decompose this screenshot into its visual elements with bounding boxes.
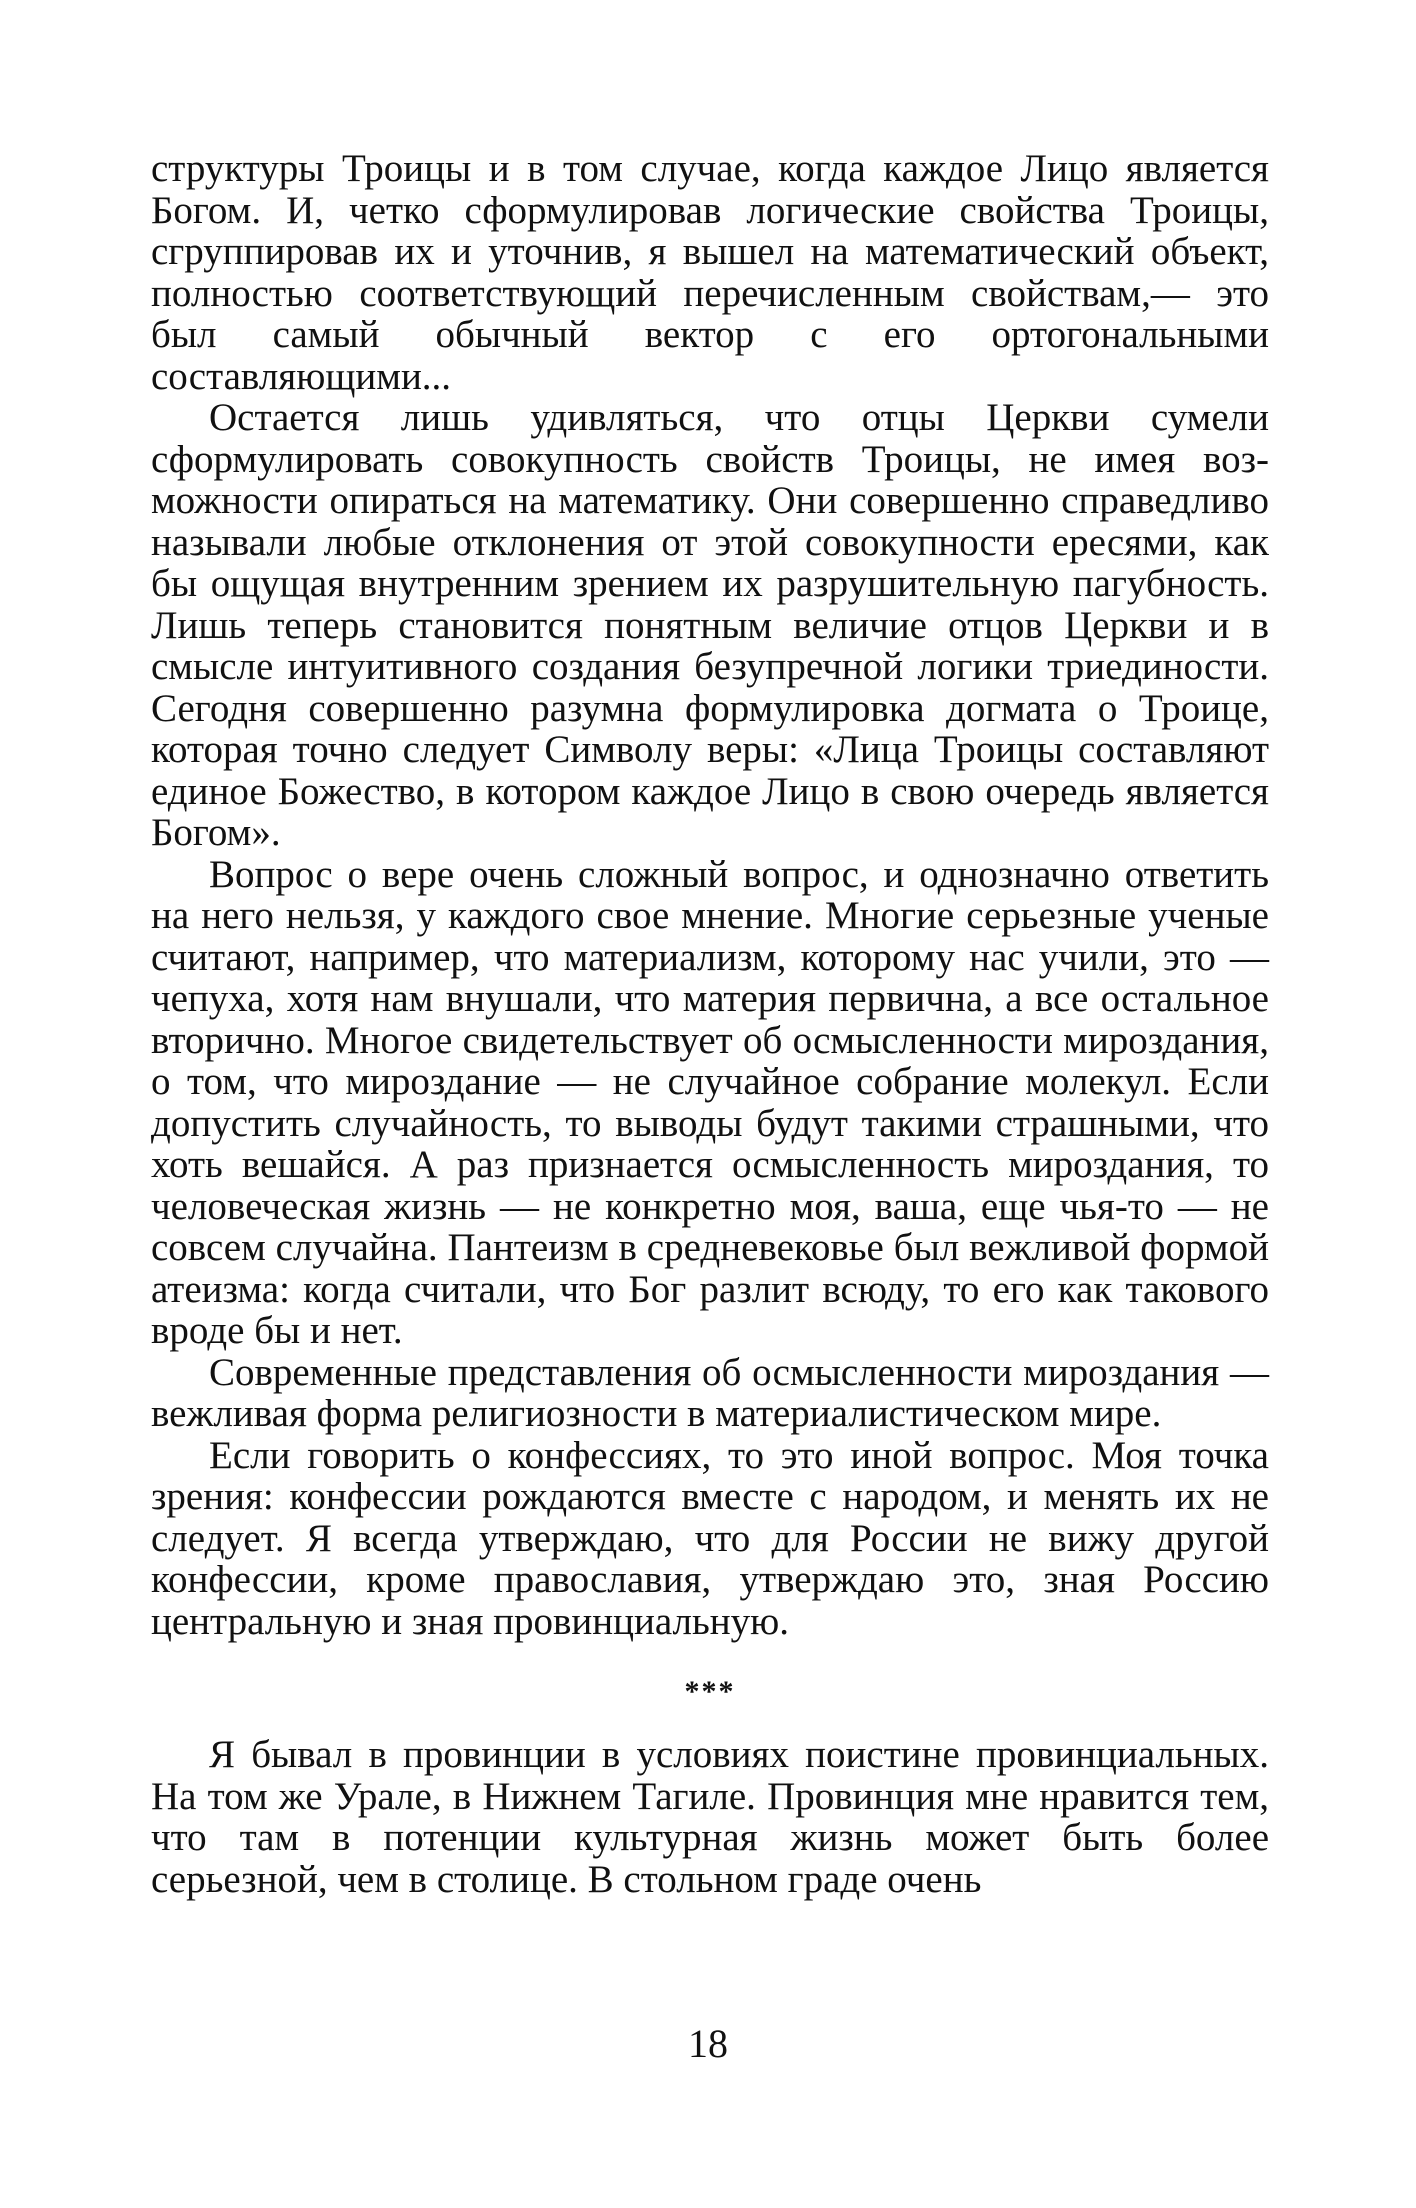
section-separator: *** xyxy=(684,1675,736,1708)
paragraph-trinity-church-fathers: Остается лишь удивляться, что отцы Церкви сумели сформулировать совокупность свойств Троицы, не имея возможности опираться на математику. Они совершенно справедливо называли любые отклонения от этой совокупности ересями, как бы ощущая внутренним зрением их разрушительную пагубность. Лишь теперь становится понятным величие отцов Церкви и в смысле интуитивного создания безупречной логики триединости. Сегодня совершенно разумна формулировка догмата о Троице, которая точно следует Символу веры: «Лица Троицы составляют единое Божество, в котором каждое Лицо в свою очередь является Богом». xyxy=(151,396,1269,854)
paragraph-continuation: структуры Троицы и в том случае, когда каждое Лицо является Богом. И, четко сформулировав логические свойства Троицы, сгруппировав их и уточнив, я вышел на математический объект, полностью соответствующий перечисленным свойствам,— это был самый обычный вектор с его ортогональными составляющими... xyxy=(151,147,1269,398)
page-number: 18 xyxy=(688,2021,728,2066)
page-body xyxy=(151,148,1269,1900)
paragraph-confessions: Если говорить о конфессиях, то это иной вопрос. Моя точка зрения: конфессии рождаются вместе с народом, и менять их не следует. Я всегда утверждаю, что для России не вижу другой конфессии, кроме православия, утверждаю это, зная Россию центральную и зная провинциальную. xyxy=(151,1433,1269,1643)
paragraph-province: Я бывал в провинции в условиях поистине провинциальных. На том же Урале, в Нижнем Тагиле. Провинция мне нравится тем, что там в потенции культурная жизнь может быть более серьезной, чем в столице. В стольном граде очень xyxy=(151,1733,1269,1901)
paragraph-question-of-faith: Вопрос о вере очень сложный вопрос, и однозначно ответить на него нельзя, у каждого свое мнение. Многие серьезные ученые считают, например, что материализм, которому нас учили, это — чепуха, хотя нам внушали, что материя первична, а все остальное вторично. Многое свидетельствует об осмысленности мироздания, о том, что мироздание — не случайное собрание молекул. Если допустить случайность, то выводы будут такими страшными, что хоть вешайся. А раз признается осмысленность мироздания, то человеческая жизнь — не конкретно моя, ваша, еще чья-то — не совсем случайна. Пантеизм в средневековье был вежливой формой атеизма: когда считали, что Бог разлит всюду, то его как такового вроде бы и нет. xyxy=(151,852,1269,1352)
paragraph-modern-views: Современные представления об осмысленности мироздания — вежливая форма религиозности в материалистическом мире. xyxy=(151,1350,1269,1435)
